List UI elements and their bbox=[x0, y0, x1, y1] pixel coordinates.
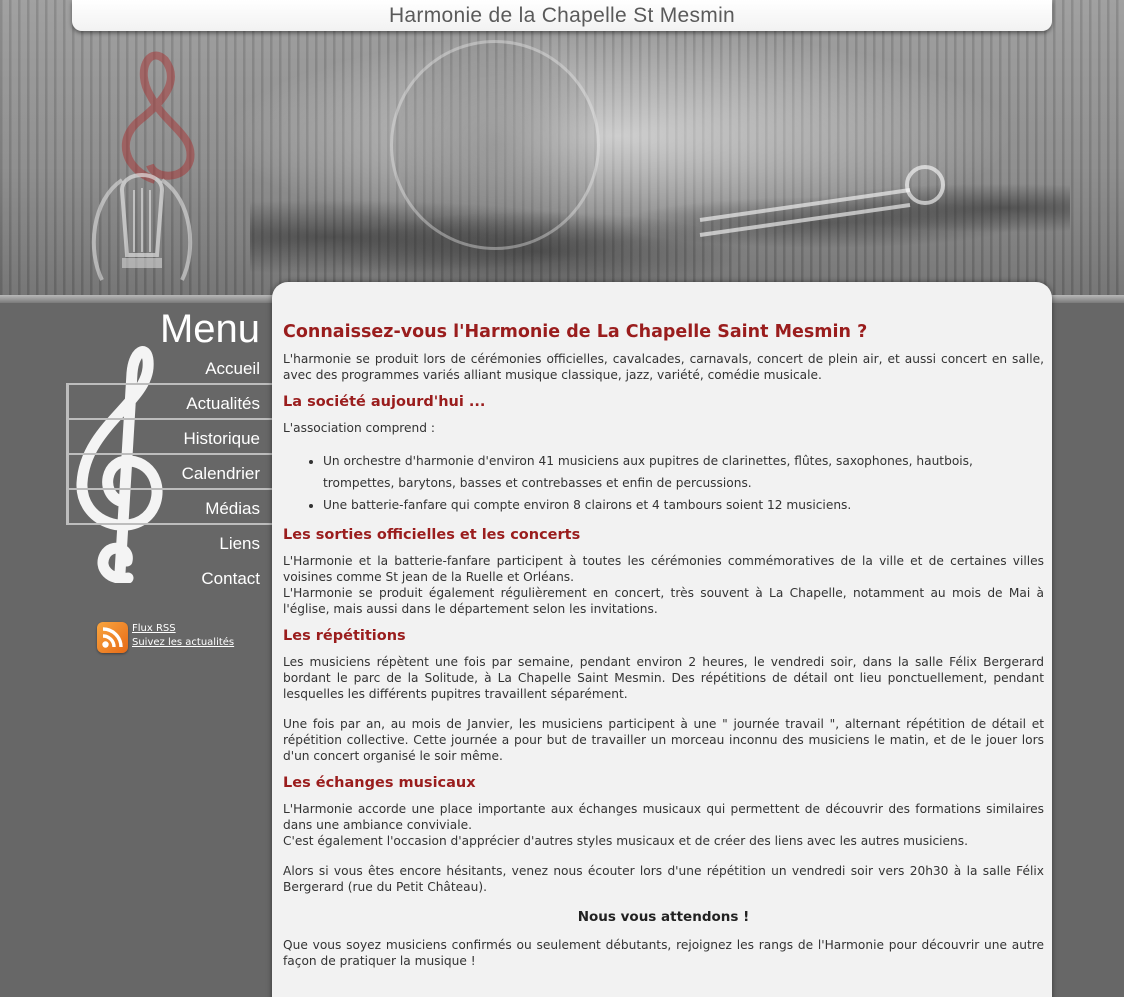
section-heading-outings: Les sorties officielles et les concerts bbox=[283, 527, 581, 543]
section-heading-rehearsals: Les répétitions bbox=[283, 628, 406, 644]
association-list bbox=[323, 450, 1044, 516]
staff-line bbox=[69, 488, 275, 490]
rss-block bbox=[97, 622, 267, 656]
callout-text: Nous vous attendons ! bbox=[577, 909, 750, 925]
rss-feed-link[interactable]: Flux RSS bbox=[132, 623, 176, 634]
lyre-emblem bbox=[82, 160, 202, 290]
main-content bbox=[272, 282, 1052, 997]
staff-line bbox=[69, 523, 275, 525]
menu-heading: Menu bbox=[159, 307, 260, 351]
header-banner bbox=[0, 0, 1124, 302]
trombone-decoration bbox=[690, 150, 950, 250]
menu-item-accueil[interactable]: Accueil bbox=[205, 359, 260, 378]
menu-item-liens[interactable]: Liens bbox=[219, 534, 260, 553]
rss-follow-link[interactable]: Suivez les actualités bbox=[132, 637, 235, 648]
exchanges-paragraph-3: Alors si vous êtes encore hésitants, venez nous écouter lors d'une répétition un vendredi soir vers 20h30 à la salle Félix Bergerard (rue du Petit Château). bbox=[283, 864, 1044, 894]
closing-paragraph: Que vous soyez musiciens confirmés ou seulement débutants, rejoignez les rangs de l'Harmonie pour découvrir une autre façon de pratiquer la musique ! bbox=[283, 938, 1044, 968]
exchanges-paragraph-2: C'est également l'occasion d'apprécier d'autres styles musicaux et de créer des liens avec les autres musiciens. bbox=[283, 834, 968, 848]
menu-item-contact[interactable]: Contact bbox=[201, 569, 260, 588]
outings-paragraph-1: L'Harmonie et la batterie-fanfare participent à toutes les cérémonies commémoratives de la ville et de certaines villes voisines comme St jean de la Ruelle et Orléans. bbox=[283, 554, 1044, 584]
intro-paragraph: L'harmonie se produit lors de cérémonies officielles, cavalcades, carnavals, concert de plein air, et aussi concert en salle, avec des programmes variés alliant musique classique, jazz, variété, comédie musicale. bbox=[283, 352, 1044, 382]
staff-line bbox=[69, 383, 275, 385]
staff-line bbox=[69, 418, 275, 420]
menu-item-medias[interactable]: Médias bbox=[205, 499, 260, 518]
menu-item-actualites[interactable]: Actualités bbox=[186, 394, 260, 413]
association-lead: L'association comprend : bbox=[283, 421, 435, 435]
section-heading-society: La société aujourd'hui ... bbox=[283, 394, 486, 410]
exchanges-paragraph-1: L'Harmonie accorde une place importante aux échanges musicaux qui permettent de découvrir des formations similaires dans une ambiance conviviale. bbox=[283, 802, 1044, 832]
outings-paragraph-2: L'Harmonie se produit également régulièrement en concert, très souvent à La Chapelle, notamment au mois de Mai à l'église, mais aussi dans le département selon les invitations. bbox=[283, 586, 1044, 616]
list-item: • Un orchestre d'harmonie d'environ 41 musiciens aux pupitres de clarinettes, flûtes, saxophones, hautbois, trompettes, barytons, basses et contrebasses et enfin de percussions. bbox=[323, 450, 1044, 494]
rehearsals-paragraph-1: Les musiciens répètent une fois par semaine, pendant environ 2 heures, le vendredi soir, dans la salle Félix Bergerard bordant le parc de la Solitude, à La Chapelle Saint Mesmin. Des répétitions de détail ont lieu ponctuellement, pendant lesquelles les différents pupitres travaillent séparément. bbox=[283, 655, 1044, 701]
rehearsals-paragraph-2: Une fois par an, au mois de Janvier, les musiciens participent à une " journée travail ", alternant répétition de détail et répétition collective. Cette journée a pour but de travailler un morceau inconnu des musiciens le matin, et de le jouer lors d'un concert organisé le soir même. bbox=[283, 717, 1044, 763]
site-title: Harmonie de la Chapelle St Mesmin bbox=[388, 4, 736, 27]
rss-icon[interactable] bbox=[97, 622, 128, 653]
list-item: • Une batterie-fanfare qui compte environ 8 clairons et 4 tambours soient 12 musiciens. bbox=[323, 494, 1044, 516]
title-bar bbox=[72, 0, 1052, 31]
section-heading-exchanges: Les échanges musicaux bbox=[283, 775, 476, 791]
band-emblem-circle bbox=[390, 40, 600, 250]
page-title: Connaissez-vous l'Harmonie de La Chapelle Saint Mesmin ? bbox=[283, 322, 868, 342]
menu-item-historique[interactable]: Historique bbox=[183, 429, 260, 448]
menu-item-calendrier[interactable]: Calendrier bbox=[181, 464, 260, 483]
staff-line bbox=[69, 453, 275, 455]
